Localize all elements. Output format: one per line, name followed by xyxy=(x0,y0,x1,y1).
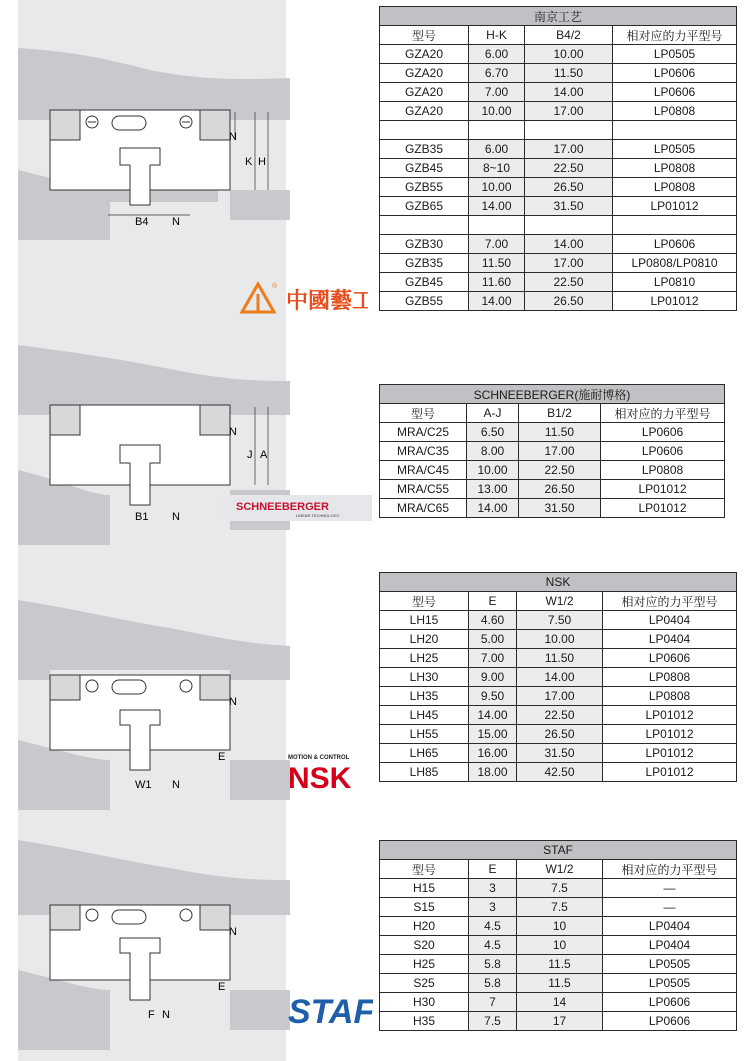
dim-n-top: N xyxy=(229,696,237,708)
zhongguo-logo-text: 中國藝工 xyxy=(286,289,368,314)
dim-j: J xyxy=(247,449,253,461)
column-header: 型号 xyxy=(380,592,469,611)
column-header: 型号 xyxy=(380,404,467,423)
schneeberger-logo-text: SCHNEEBERGER xyxy=(236,501,329,513)
nsk-logo-tag: MOTION & CONTROL xyxy=(288,755,350,761)
table-row: LH30 9.00 14.00 LP0808 xyxy=(380,668,737,687)
dim-h: H xyxy=(258,156,266,168)
column-header: B1/2 xyxy=(519,404,601,423)
svg-text:®: ® xyxy=(272,283,278,290)
table-row: S15 3 7.5 — xyxy=(380,898,737,917)
column-header: 相对应的力平型号 xyxy=(613,26,737,45)
column-header: 相对应的力平型号 xyxy=(601,404,725,423)
table-row: MRA/C55 13.00 26.50 LP01012 xyxy=(380,480,725,499)
table-row: LH25 7.00 11.50 LP0606 xyxy=(380,649,737,668)
table-row: GZB55 14.00 26.50 LP01012 xyxy=(380,292,737,311)
table-row: LH85 18.00 42.50 LP01012 xyxy=(380,763,737,782)
dim-n-bottom: N xyxy=(162,1009,170,1021)
column-header: E xyxy=(469,592,517,611)
column-header: A-J xyxy=(467,404,519,423)
table-brand: STAF xyxy=(380,841,737,860)
table-row: LH45 14.00 22.50 LP01012 xyxy=(380,706,737,725)
column-header: W1/2 xyxy=(517,592,603,611)
table-nanjing xyxy=(379,6,737,311)
dim-n-top: N xyxy=(229,131,237,143)
table-staf xyxy=(379,840,737,1031)
table-row: LH65 16.00 31.50 LP01012 xyxy=(380,744,737,763)
table-row xyxy=(380,121,737,140)
table-row: S20 4.5 10 LP0404 xyxy=(380,936,737,955)
column-header: B4/2 xyxy=(525,26,613,45)
table-row: MRA/C45 10.00 22.50 LP0808 xyxy=(380,461,725,480)
table-row: GZA20 6.00 10.00 LP0505 xyxy=(380,45,737,64)
table-row: GZB45 11.60 22.50 LP0810 xyxy=(380,273,737,292)
column-header: H-K xyxy=(469,26,525,45)
dim-n-bottom: N xyxy=(172,779,180,791)
table-row: S25 5.8 11.5 LP0505 xyxy=(380,974,737,993)
dim-k: K xyxy=(245,156,253,168)
schneeberger-logo-sub: LINEAR TECHNOLOGY xyxy=(296,513,340,518)
table-row: GZB45 8~10 22.50 LP0808 xyxy=(380,159,737,178)
dim-n-bottom: N xyxy=(172,216,180,228)
column-header: 相对应的力平型号 xyxy=(603,592,737,611)
dim-n-bottom: N xyxy=(172,511,180,523)
column-header: W1/2 xyxy=(517,860,603,879)
table-row: MRA/C35 8.00 17.00 LP0606 xyxy=(380,442,725,461)
dim-w: W1 xyxy=(135,779,152,791)
dim-n-top: N xyxy=(229,926,237,938)
table-row: H20 4.5 10 LP0404 xyxy=(380,917,737,936)
dim-e: E xyxy=(218,751,226,763)
column-header: E xyxy=(469,860,517,879)
table-brand: SCHNEEBERGER(施耐博格) xyxy=(380,385,725,404)
nsk-logo-text: NSK xyxy=(288,762,352,792)
table-row: H35 7.5 17 LP0606 xyxy=(380,1012,737,1031)
column-header: 相对应的力平型号 xyxy=(603,860,737,879)
table-row: H25 5.8 11.5 LP0505 xyxy=(380,955,737,974)
table-row: LH15 4.60 7.50 LP0404 xyxy=(380,611,737,630)
table-row: GZA20 10.00 17.00 LP0808 xyxy=(380,102,737,121)
column-header: 型号 xyxy=(380,26,469,45)
table-row: MRA/C65 14.00 31.50 LP01012 xyxy=(380,499,725,518)
dim-b: B4 xyxy=(135,216,149,228)
table-row: H15 3 7.5 — xyxy=(380,879,737,898)
table-row: H30 7 14 LP0606 xyxy=(380,993,737,1012)
dim-n-top: N xyxy=(229,426,237,438)
table-row: GZB30 7.00 14.00 LP0606 xyxy=(380,235,737,254)
column-header: 型号 xyxy=(380,860,469,879)
diagram-nanjing xyxy=(0,40,380,240)
table-row: GZA20 6.70 11.50 LP0606 xyxy=(380,64,737,83)
schneeberger-logo xyxy=(222,495,372,526)
dim-f: F xyxy=(148,1009,155,1021)
table-row: LH35 9.50 17.00 LP0808 xyxy=(380,687,737,706)
table-row: GZB35 11.50 17.00 LP0808/LP0810 xyxy=(380,254,737,273)
table-row: MRA/C25 6.50 11.50 LP0606 xyxy=(380,423,725,442)
table-row: LH20 5.00 10.00 LP0404 xyxy=(380,630,737,649)
zhongguo-logo xyxy=(238,280,368,321)
nsk-logo xyxy=(288,752,368,797)
table-row xyxy=(380,216,737,235)
dim-a: A xyxy=(260,449,268,461)
table-brand: 南京工艺 xyxy=(380,7,737,26)
table-nsk xyxy=(379,572,737,782)
staf-logo-text: STAF xyxy=(288,993,373,1031)
table-row: GZB35 6.00 17.00 LP0505 xyxy=(380,140,737,159)
table-row: GZB65 14.00 31.50 LP01012 xyxy=(380,197,737,216)
table-brand: NSK xyxy=(380,573,737,592)
table-schneeberger xyxy=(379,384,725,518)
table-row: GZA20 7.00 14.00 LP0606 xyxy=(380,83,737,102)
staf-logo xyxy=(288,985,373,1040)
table-row: LH55 15.00 26.50 LP01012 xyxy=(380,725,737,744)
table-row: GZB55 10.00 26.50 LP0808 xyxy=(380,178,737,197)
dim-e: E xyxy=(218,981,226,993)
dim-b: B1 xyxy=(135,511,149,523)
